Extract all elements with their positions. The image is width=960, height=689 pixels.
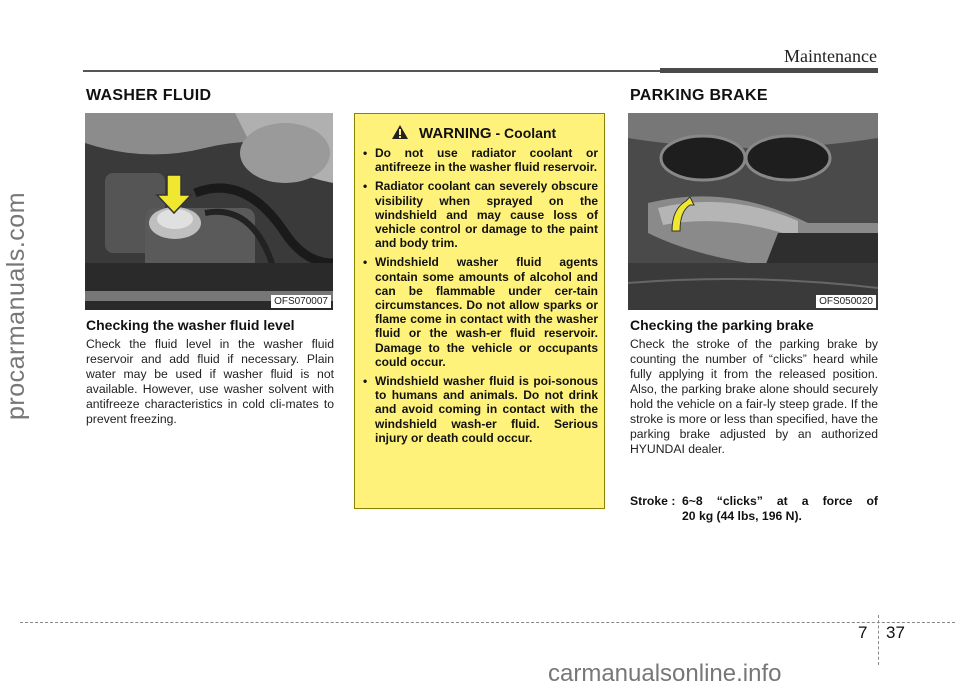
warning-topic: - Coolant — [495, 125, 557, 141]
parking-brake-photo — [628, 113, 878, 310]
washer-fluid-heading: WASHER FLUID — [86, 87, 212, 104]
warning-item: • Do not use radiator coolant or antifreeze in the washer fluid reservoir. — [363, 146, 598, 174]
warning-item: • Windshield washer fluid agents contain some amounts of alcohol and can be flammable under cer-tain circumstances. Do not allow sparks or flame come in contact with the washer fluid or the wash-er fluid reservoir. Damage to the vehicle or occupants could occur. — [363, 255, 598, 369]
warning-title — [395, 125, 556, 142]
header-rule-accent — [660, 68, 878, 73]
bottom-watermark: carmanualsonline.info — [548, 660, 782, 687]
washer-reservoir-photo — [85, 113, 333, 310]
stroke-value-line1: 6~8 “clicks” at a force of — [682, 494, 878, 508]
section-title: Maintenance — [784, 46, 877, 66]
footer-rule — [20, 622, 955, 623]
washer-subheading: Checking the washer fluid level — [86, 317, 295, 333]
chapter-number: 7 — [858, 623, 868, 642]
warning-item: • Windshield washer fluid is poi-sonous to humans and animals. Do not drink and avoid coming in contact with the windshield wash-er fluid. Serious injury or death could occur. — [363, 374, 598, 445]
warning-list — [363, 146, 598, 450]
brake-subheading: Checking the parking brake — [630, 317, 814, 333]
brake-body-text: Check the stroke of the parking brake by counting the number of “clicks” heard while fully applying it from the released position. Also, the parking brake alone should securely hold the vehicle on a fair-ly steep grade. If the stroke is more or less than specified, have the parking brake adjusted by an authorized HYUNDAI dealer. — [630, 337, 878, 456]
center-console-illustration — [628, 113, 878, 310]
warning-word: WARNING — [419, 125, 492, 142]
stroke-value-line2: 20 kg (44 lbs, 196 N). — [682, 509, 802, 523]
washer-body-text: Check the fluid level in the washer fluid reservoir and add fluid if necessary. Plain water may be used if washer fluid is not available. However, use washer solvent with antifreeze characteristics in cold cli-mates to prevent freezing. — [86, 337, 334, 426]
parking-brake-heading: PARKING BRAKE — [630, 87, 768, 104]
page-number: 37 — [886, 623, 905, 642]
stroke-label: Stroke : — [630, 494, 676, 508]
footer-divider — [878, 615, 879, 665]
washer-photo-code: OFS070007 — [271, 295, 331, 308]
warning-box — [354, 113, 605, 509]
warning-item: • Radiator coolant can severely obscure visibility when sprayed on the windshield and may cause loss of vehicle control or damage to the paint and body trim. — [363, 179, 598, 250]
engine-bay-illustration — [85, 113, 333, 310]
brake-photo-code: OFS050020 — [816, 295, 876, 308]
side-watermark: procarmanuals.com — [2, 191, 30, 420]
